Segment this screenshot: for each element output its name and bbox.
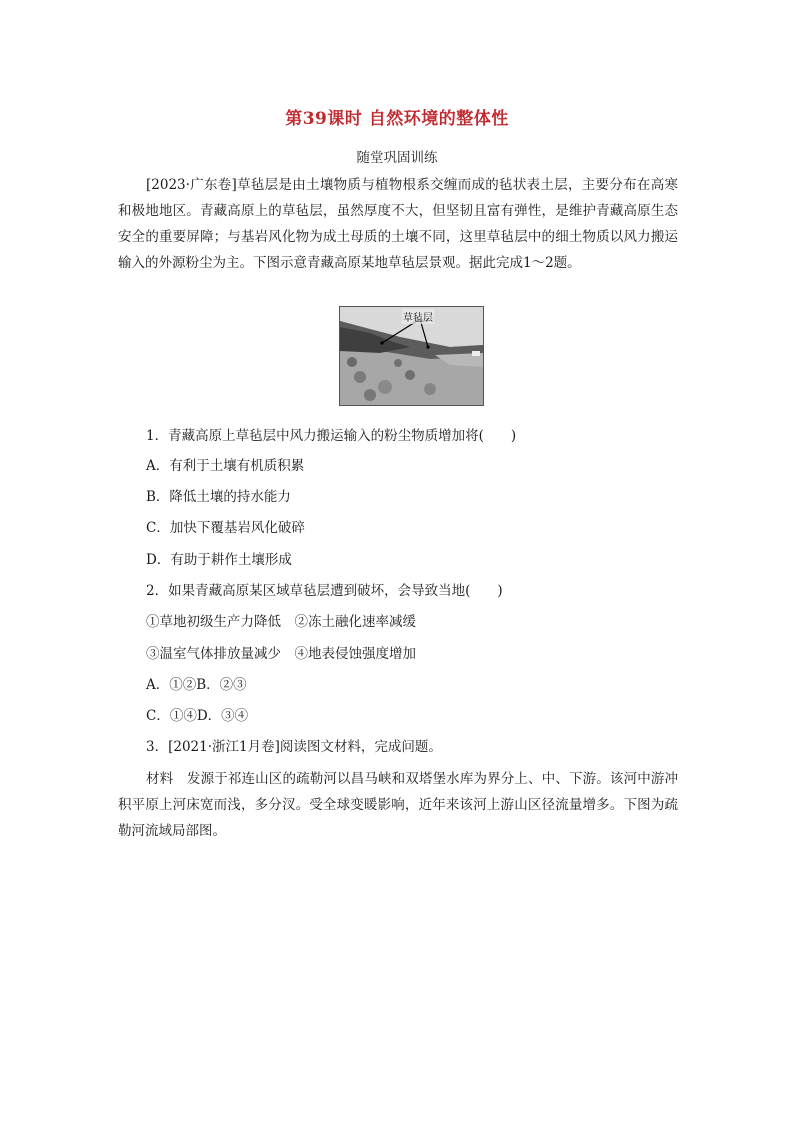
question-2-options-cd: C．①④D．③④ [146, 708, 249, 724]
page-title: 第39课时 自然环境的整体性 [285, 109, 509, 129]
question-1-option-d: D．有助于耕作土壤形成 [146, 552, 292, 568]
question-2-options-ab: A．①②B．②③ [146, 677, 247, 693]
question-2-statements-2: ③温室气体排放量减少 ④地表侵蚀强度增加 [146, 646, 416, 662]
question-1-option-b: B．降低土壤的持水能力 [146, 489, 291, 505]
figure-label: 草毡层 [402, 309, 434, 324]
material-paragraph: 材料 发源于祁连山区的疏勒河以昌马峡和双塔堡水库为界分上、中、下游。该河中游冲积平原上河床宽而浅，多分汊。受全球变暖影响，近年来该河上游山区径流量增多。下图为疏勒河流域局部图。 [118, 771, 678, 839]
question-2-statements-1: ①草地初级生产力降低 ②冻土融化速率减缓 [146, 614, 416, 630]
question-1-stem: 1．青藏高原上草毡层中风力搬运输入的粉尘物质增加将( ) [146, 428, 517, 444]
grass-felt-layer-photo [339, 306, 484, 406]
question-2-stem: 2．如果青藏高原某区域草毡层遭到破坏，会导致当地( ) [146, 583, 503, 599]
intro-paragraph: [2023·广东卷]草毡层是由土壤物质与植物根系交缠而成的毡状表土层，主要分布在高寒和极地地区。青藏高原上的草毡层，虽然厚度不大，但坚韧且富有弹性，是维护青藏高原生态安全的重要屏障；与基岩风化物为成土母质的土壤不同，这里草毡层中的细土物质以风力搬运输入的外源粉尘为主。下图示意青藏高原某地草毡层景观。据此完成1～2题。 [118, 177, 678, 271]
question-1-option-c: C．加快下覆基岩风化破碎 [146, 520, 305, 536]
page-subtitle: 随堂巩固训练 [356, 150, 438, 166]
question-1-option-a: A．有利于土壤有机质积累 [146, 458, 305, 474]
question-3-stem: 3．[2021·浙江1月卷]阅读图文材料，完成问题。 [146, 739, 442, 755]
